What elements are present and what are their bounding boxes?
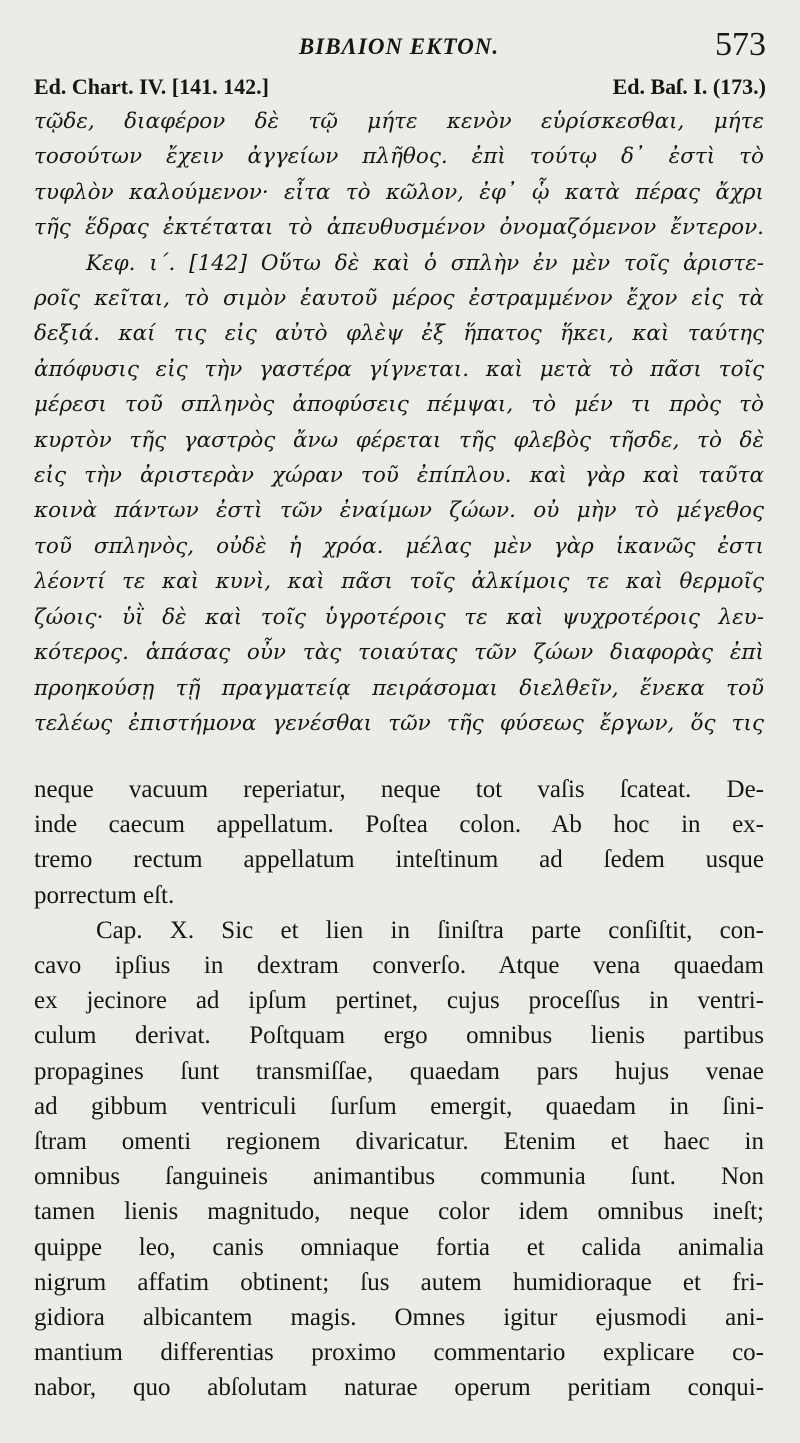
edition-reference-basel: Ed. Baſ. I. (173.) <box>612 74 766 99</box>
latin-line: neque vacuum reperiatur, neque tot vaſis ſcateat. De- <box>34 776 764 803</box>
page-number: 573 <box>715 26 766 63</box>
greek-line: Κεφ. ι΄. [142] Οὕτω δὲ καὶ ὁ σπλὴν ἐν μὲν τοῖς ἀριστε- <box>86 250 764 276</box>
latin-line: quippe leo, canis omniaque fortia et calida animalia <box>34 1233 764 1261</box>
latin-line: ex jecinore ad ipſum pertinet, cujus proceſſus in ventri- <box>34 987 764 1015</box>
greek-line: τῆς ἕδρας ἐκτέταται τὸ ἀπευθυσμένον ὀνομαζόμενον ἔντερον. <box>34 215 764 241</box>
greek-line: κοινὰ πάντων ἐστὶ τῶν ἐναίμων ζώων. οὐ μὴν τὸ μέγεθος <box>34 498 764 524</box>
greek-text-block <box>34 104 764 741</box>
edition-reference-chart: Ed. Chart. IV. [141. 142.] <box>34 74 269 99</box>
latin-line: nabor, quo abſolutam naturae operum peritiam conqui- <box>34 1374 764 1402</box>
latin-line: ad gibbum ventriculi ſurſum emergit, quaedam in ſini- <box>34 1092 764 1120</box>
greek-line: κότερος. ἁπάσας οὖν τὰς τοιαύτας τῶν ζώων διαφορὰς ἐπὶ <box>34 640 764 666</box>
latin-line: cavo ipſius in dextram converſo. Atque vena quaedam <box>34 952 764 980</box>
latin-line: inde caecum appellatum. Poſtea colon. Ab hoc in ex- <box>34 811 764 839</box>
greek-line: τῷδε, διαφέρον δὲ τῷ μήτε κενὸν εὑρίσκεσθαι, μήτε <box>34 109 764 134</box>
latin-line: mantium differentias proximo commentario explicare co- <box>34 1339 764 1367</box>
latin-line: tamen lienis magnitudo, neque color idem omnibus ineſt; <box>34 1198 764 1226</box>
running-title: BIBΛION EKTON. <box>298 34 500 59</box>
edition-references <box>34 74 766 102</box>
latin-line: culum derivat. Poſtquam ergo omnibus lienis partibus <box>34 1022 764 1050</box>
greek-line: ζώοις· ὑῒ δὲ καὶ τοῖς ὑγροτέροις τε καὶ ψυχροτέροις λευ- <box>34 604 764 630</box>
greek-line: εἰς τὴν ἀριστερὰν χώραν τοῦ ἐπίπλου. καὶ γὰρ καὶ ταῦτα <box>34 463 764 489</box>
greek-line: τοῦ σπληνὸς, οὐδὲ ἡ χρόα. μέλας μὲν γὰρ ἱκανῶς ἐστι <box>34 533 764 559</box>
greek-line: ἀπόφυσις εἰς τὴν γαστέρα γίγνεται. καὶ μετὰ τὸ πᾶσι τοῖς <box>34 356 764 382</box>
greek-line: δεξιά. καί τις εἰς αὐτὸ φλὲψ ἐξ ἥπατος ἥκει, καὶ ταύτης <box>34 321 764 347</box>
latin-text-block <box>34 772 764 1406</box>
greek-line: τοσούτων ἔχειν ἀγγείων πλῆθος. ἐπὶ τούτῳ δ᾽ ἐστὶ τὸ <box>34 144 764 170</box>
latin-line: tremo rectum appellatum inteſtinum ad ſedem usque <box>34 846 764 874</box>
greek-line: τυφλὸν καλούμενον· εἶτα τὸ κῶλον, ἐφ᾽ ᾧ κατὰ πέρας ἄχρι <box>34 179 764 205</box>
latin-line: nigrum affatim obtinent; ſus autem humidioraque et fri- <box>34 1268 764 1296</box>
page-header <box>32 26 766 66</box>
greek-line: λέοντί τε καὶ κυνὶ, καὶ πᾶσι τοῖς ἀλκίμοις τε καὶ θερμοῖς <box>34 569 764 595</box>
latin-line: porrectum eſt. <box>34 881 175 909</box>
greek-line: κυρτὸν τῆς γαστρὸς ἄνω φέρεται τῆς φλεβὸς τῆσδε, τὸ δὲ <box>34 427 764 453</box>
greek-line: μέρεσι τοῦ σπληνὸς ἀποφύσεις πέμψαι, τὸ μέν τι πρὸς τὸ <box>34 392 764 418</box>
greek-line: τελέως ἐπιστήμονα γενέσθαι τῶν τῆς φύσεως ἔργων, ὅς τις <box>34 710 764 736</box>
greek-line: προηκούσῃ τῇ πραγματείᾳ πειράσομαι διελθεῖν, ἕνεκα τοῦ <box>34 675 764 701</box>
greek-line: ροῖς κεῖται, τὸ σιμὸν ἑαυτοῦ μέρος ἐστραμμένον ἔχον εἰς τὰ <box>34 286 764 312</box>
latin-line: ſtram omenti regionem divaricatur. Etenim et haec in <box>34 1128 764 1156</box>
latin-line: propagines ſunt transmiſſae, quaedam pars hujus venae <box>34 1057 764 1085</box>
latin-line: omnibus ſanguineis animantibus communia ſunt. Non <box>34 1163 764 1191</box>
latin-line: gidiora albicantem magis. Omnes igitur ejusmodi ani- <box>34 1304 764 1332</box>
latin-line: Cap. X. Sic et lien in ſiniſtra parte conſiſtit, con- <box>96 916 764 944</box>
